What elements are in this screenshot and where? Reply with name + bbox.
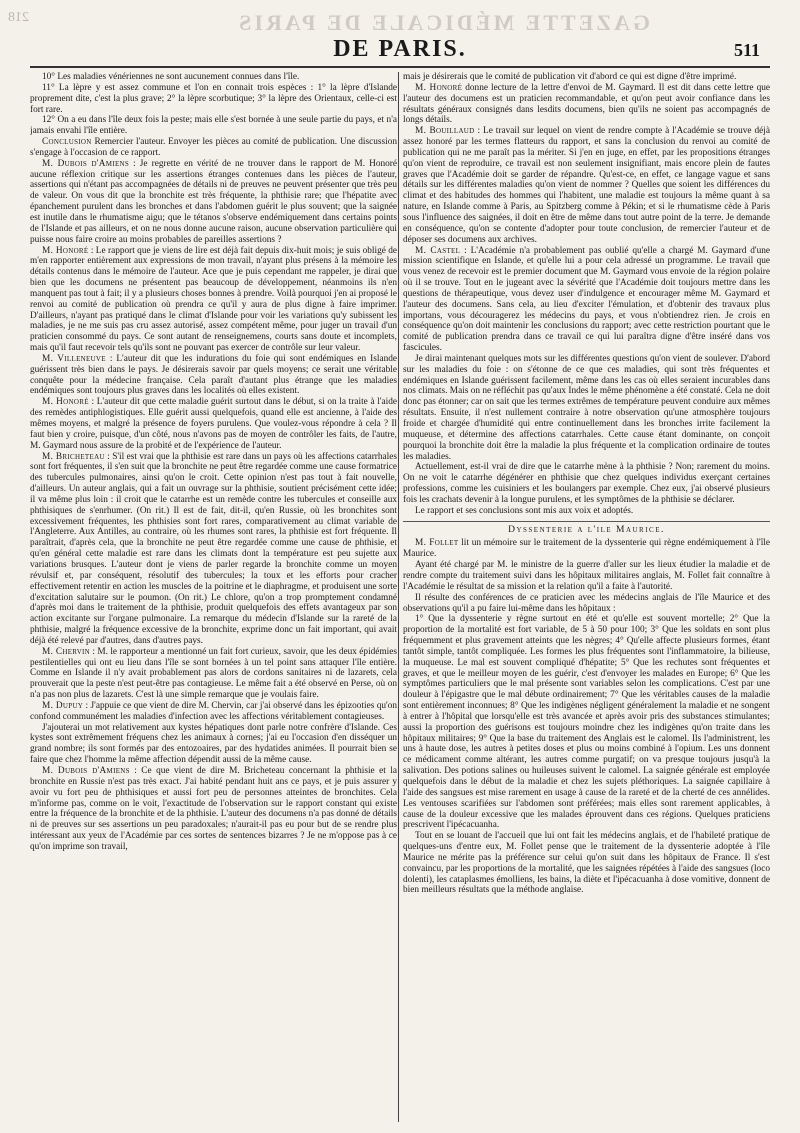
paragraph-text: 12° On a eu dans l'île deux fois la peste; mais elle s'est bornée à une seule partie du pays, et n'a jamais envahi l'île entière. — [30, 115, 397, 137]
paragraph-text: : Ce que vient de dire M. Bricheteau concernant la phthisie et la bronchite en Russie n'est pas très exact. J'ai habité pendant huit ans ce pays, et je puis assurer y avoir vu fort peu de phthisiques et aussi fort peu de personnes atteintes de bronchites. Cela m'informe pas, comme on le voit, l'exactitude de l'observation sur le rapport constant qui existe entre la fréquence de la bronchite et de la phthisie. L'auteur des documens n'a pas donné de détails ni de preuves sur ses assertions un peu paradoxales; n'aurait-il pas eu pour but de se rendre plus intéressant aux yeux de l'Académie par ces sortes de sentences bizarres ? Je ne m'oppose pas à ce qu'on imprime son travail, — [30, 766, 397, 852]
paragraph — [403, 560, 770, 593]
paragraph — [403, 246, 770, 354]
paragraph — [30, 452, 397, 647]
paragraph-text: : L'auteur dit que cette maladie guérit surtout dans le début, si on la traite à l'aide des remèdes antiphlogistiques. Elle guérit aussi quelquefois, quand elle est ancienne, à l'aide des mêmes moyens, et malgré la présence de foyers purulens. Que voulez-vous répondre à cela ? Il faut bien y croire, puisque, d'un côté, nous n'avons pas de moyen de contrôler les faits, de l'autre, M. Gaymard nous assure de la probité et de l'expérience de l'auteur. — [30, 397, 397, 451]
speaker-name: M. Dubois d'Amiens — [42, 766, 130, 776]
paragraph — [403, 614, 770, 831]
paragraph-text: lit un mémoire sur le traitement de la dyssenterie qui règne endémiquement à l'île Maurice. — [403, 538, 770, 560]
paragraph — [403, 354, 770, 462]
page-number: 511 — [733, 40, 760, 60]
bleed-through-number: 218 — [8, 10, 29, 25]
paragraph-text: : J'appuie ce que vient de dire M. Chervin, car j'ai observé dans les épizooties qu'on confond communément les maladies d'infection avec les affections véritablement contagieuses. — [30, 700, 397, 722]
paragraph-text: : S'il est vrai que la phthisie est rare dans un pays où les affections catarrhales sont fort fréquentes, il s'en suit que la bronchite ne peut être regardée comme une cause formatrice des tubercules pulmonaires, ainsi qu'on le croit. Cette opinion n'est pas tout à fait nouvelle, d'ailleurs. Un auteur anglais, qui a fait un ouvrage sur la phthisie, soutient précisément cette idée; il va même plus loin : il croit que le catarrhe est un remède contre les tubercules et conseille aux phthisiques de s'enrhumer. (On rit.) Il est de fait, dit-il, qu'en Russie, où les bronchites sont excessivement fréquentes, les phthisies sont fort rares, comparativement au climat variable de l'Angleterre. Aux Antilles, au contraire, où les rhumes sont rares, la phthisie est fort fréquente. Il paraîtrait, d'après cela, que la bronchite ne peut être regardée comme une cause de phthisie, et qu'en général cette maladie est rare dans les climats dont la température est peu sujette aux variations brusques. L'auteur dont je viens de parler regarde la bronchite comme un moyen révulsif et, par conséquent, résolutif des tubercules; la toux et les efforts pour cracher effectivement retentir en action les muscles de la poitrine et le diaphragme, et produisent une sorte d'excitation salutaire sur le poumon. (On rit.) Le chlore, qu'on a trop promptement condamné d'après moi dans le traitement de la phthisie, produit quelquefois des effets avantageux par son action excitante sur l'organe pulmonaire. La remarque du médecin d'Islande sur la rareté de la phthisie, malgré la fréquence excessive de la bronchite, exprime donc un fait important, qui avait déjà été relevé par d'autres, dans d'autres pays. — [30, 451, 397, 646]
page-header-title: DE PARIS. — [333, 36, 467, 62]
paragraph — [403, 83, 770, 126]
paragraph — [403, 72, 770, 83]
speaker-name: M. Villeneuve — [42, 353, 106, 364]
paragraph-text: J'ajouterai un mot relativement aux kystes hépatiques dont parle notre confrère d'Islande. Ces kystes sont extrêmement fréquens chez les animaux à cornes; j'ai eu l'occasion d'en disséquer un grand nombre; ils sont formés par des entozoaires, par des hydatides animées. Il pourrait bien se faire que chez l'homme la même affection dépendit aussi de la même cause. — [30, 722, 397, 766]
column-divider — [398, 72, 399, 1122]
paragraph-text: 10° Les maladies vénériennes ne sont aucunement connues dans l'île. — [42, 72, 300, 82]
left-column — [30, 72, 397, 1120]
paragraph — [30, 159, 397, 246]
paragraph-text: Tout en se louant de l'accueil que lui ont fait les médecins anglais, et de l'habileté pratique de quelques-uns d'entre eux, M. Follet pense que le traitement de la dyssenterie adoptée à l'île Maurice ne mérite pas la préférence sur celui qu'on suit dans les hôpitaux de France. Il s'est convaincu, par les proportions de la mortalité, que les saignées répétées à l'aide des sangsues (loco dolenti), les cataplasmes émolliens, les bains, la diète et l'ipécacuanha à dose vomitive, donnent de bien meilleurs résultats que la méthode anglaise. — [403, 831, 770, 896]
bleed-through-header: GAZETTE MÉDICALE DE PARIS — [236, 10, 650, 35]
paragraph-text: Il résulte des conférences de ce praticien avec les médecins anglais de l'île Maurice et des observations qu'il a pu faire lui-même dans les hôpitaux : — [403, 592, 770, 614]
paragraph — [30, 354, 397, 397]
paragraph-text: : L'auteur dit que les indurations du foie qui sont endémiques en Islande guérissent très bien dans le pays. Je désirerais savoir par quels moyens; ce serait une véritable conquête pour la médecine française. Cela paraît d'autant plus étrange que les maladies endémiques sont toujours plus graves dans les localités où elles existent. — [30, 353, 397, 397]
speaker-name: M. Dupuy — [42, 700, 84, 711]
paragraph — [30, 83, 397, 116]
paragraph-text: : Le travail sur lequel on vient de rendre compte à l'Académie se trouve déjà assez honoré par les termes flatteurs du rapport, et sans la conclusion du renvoi au comité de publication qui ne me paraît pas la mériter. Si j'en en juge, en effet, par les propositions étranges qu'on vient de reproduire, ce travail est non seulement insignifiant, mais encore plein de fautes graves que l'Académie doit se garder de répandre. Qu'est-ce, en effet, ce langage vague et sans détails sur les différentes maladies qu'on vient de nommer ? Quelles que soient les différences du climat et des habitudes des hommes qui l'habitent, une maladie est toujours la même quant à sa nature, en Islande comme à Paris, au Spitzberg comme à Pékin; et si le rhumatisme cède à Paris sous l'influence des saignées, il doit en être de même dans tout autre point de la terre. Je demande en conséquence, qu'on se contente d'adopter pour toute conclusion, de remercier l'auteur et de déposer ses documens aux archives. — [403, 126, 770, 245]
speaker-name: M. Honoré — [415, 82, 463, 93]
speaker-name: M. Chervin — [42, 646, 91, 657]
speaker-name: Conclusion — [42, 137, 92, 148]
paragraph-text: donne lecture de la lettre d'envoi de M. Gaymard. Il est dit dans cette lettre que l'auteur des documens est un praticien recommandable, et qu'on peut avoir confiance dans les résultats généraux consignés dans lesdits documens, bien qu'ils ne soient pas accompagnés de longs détails. — [403, 82, 770, 126]
speaker-name: M. Castel — [415, 245, 461, 256]
paragraph — [30, 766, 397, 853]
speaker-name: M. Honoré — [42, 245, 89, 256]
speaker-name: M. Bricheteau — [42, 451, 105, 462]
paragraph-text: Remercier l'auteur. Envoyer les pièces au comité de publication. Une discussion s'engage à l'occasion de ce rapport. — [30, 137, 397, 158]
paragraph — [403, 538, 770, 560]
paragraph — [30, 397, 397, 451]
paragraph — [30, 701, 397, 723]
paragraph-text: Je dirai maintenant quelques mots sur les différentes questions qu'on vient de soulever. D'abord sur les maladies du foie : on s'étonne de ce que ces maladies, qui sont très fréquentes et endémiques en Islande guérissent facilement, même dans les cas où elles seraient incurables dans nos climats. Mais on ne réfléchit pas qu'aux Indes le même phénomène a été constaté. Cela ne doit donc pas étonner; car on sait que les termes extrêmes de température peuvent conduire aux mêmes résultats. Ensuite, il n'est nullement contraire à notre observation qu'une atmosphère toujours froide et chargée d'humidité qui entre continuellement dans les bronches irrite facilement la muqueuse, et détermine des affections catarrhales. Cette cause étant dominante, on conçoit pourquoi la bronchite doit être la maladie la plus fréquente et la complication ordinaire de toutes les maladies. — [403, 353, 770, 462]
paragraph-text: : Je regrette en vérité de ne trouver dans le rapport de M. Honoré aucune réflexion critique sur les assertions étranges contenues dans les pièces de l'auteur, assertions qui n'étant pas accompagnées de détails ni de preuves ne peuvent présenter que très peu de valeur. On vous dit que la bronchite est très fréquente, la phthisie rare; que l'hépatite avec épanchement purulent dans les bronches et dans l'abdomen guérit le plus souvent; que la saignée est inutile dans le rhumatisme aigu; que le tétanos s'observe endémiquement dans certains points de l'Islande et pas ailleurs, et on ne nous donne aucune raison, aucune observation particulière qui puisse nous faire croire au moins probables de pareilles assertions ? — [30, 158, 397, 245]
paragraph — [30, 246, 397, 354]
paragraph-text: : Le rapport que je viens de lire est déjà fait depuis dix-huit mois; je suis obligé de m'en rapporter entièrement aux expressions de mon travail, n'ayant plus présens à la mémoire les détails contenus dans le mémoire de l'auteur. Ace que je puis cependant me rappeler, je dirai que bien que les documens ne présentent pas beaucoup de développement, néanmoins ils n'en manquent pas tout à fait; il y a plusieurs choses bonnes à prendre. Voilà pourquoi j'en ai proposé le renvoi au comité de publication où prendra ce qu'il y aura de plus digne à faire imprimer. D'ailleurs, n'ayant pas pratiqué dans le climat d'Islande pour voir les variations qu'y subissent les maladies, je ne me suis pas cru assez autorisé, assez compétent même, pour juger un travail d'un praticien consommé du pays. Ce sont autant de renseignemens, courts sans doute et incomplets, mais qu'il faut recevoir tels qu'ils sont ne pouvant pas exercer de contrôle sur leur valeur. — [30, 245, 397, 354]
paragraph — [30, 647, 397, 701]
paragraph — [30, 723, 397, 766]
paragraph-text: 11° La lèpre y est assez commune et l'on en connait trois espèces : 1° la lèpre d'Islande proprement dite, c'est la plus grave; 2° la lèpre scorbutique; 3° la lèpre des Orientaux, celle-ci est fort rare. — [30, 82, 397, 115]
paragraph — [403, 462, 770, 505]
header-rule — [30, 66, 770, 68]
paragraph — [403, 506, 770, 517]
speaker-name: M. Honoré — [42, 397, 89, 408]
section-heading: Dyssenterie a l'ile Maurice. — [403, 521, 770, 536]
paragraph — [403, 593, 770, 615]
paragraph-text: 1° Que la dyssenterie y règne surtout en été et qu'elle est souvent mortelle; 2° Que la proportion de la mortalité est fort variable, de 5 à 50 pour 100; 3° Que les soldats en sont plus fréquemment et plus gravement atteints que les nègres; 4° Qu'elle affecte plusieurs formes, étant tantôt simple, tantôt compliquée. Les formes les plus fréquentes sont l'inflammatoire, la bilieuse, la muqueuse. Le mal est souvent compliqué d'hépatite; 5° Que les rechutes sont fréquentes et graves, et que le meilleur moyen de les guérir, c'est d'envoyer les malades en Europe; 6° Que les symptômes particuliers que le mal présente sont variables selon les complications. C'est par une douleur à l'épigastre que le mal débute ordinairement; 7° Que les véritables causes de la maladie sont entièrement inconnues; 8° Que les indigènes négligent généralement la maladie et ne songent à entrer à l'hôpital que lorsqu'elle est très avancée et après avoir pris des substances stimulantes; aussi la proportion des guérisons est toujours moindre chez les indigènes qu'on traite dans les hôpitaux militaires; 9° Que la base du traitement des Anglais est le calomel. Ils l'administrent, les uns à haute dose, les autres à petites doses et plus ou moins combiné à l'opium. Les uns donnent ce médicament comme altérant, les autres comme purgatif; on va presque toujours jusqu'à la salivation. Des potions salines ou huileuses suivent le calomel. La saignée générale est employée quelquefois dans le début de la maladie et chez les sujets pléthoriques. La saignée capillaire à l'aide des sangsues est mise rarement en usage à cause de la rareté et de la cherté de ces annélides. Les ventouses scarifiées sur l'abdomen sont préférées; mais elles sont rarement applicables, à cause de la douleur excessive que les malades éprouvent dans ces régions. Quelques praticiens prescrivent l'ipécacuanha. — [403, 614, 770, 831]
speaker-name: M. Bouillaud — [415, 126, 475, 137]
paragraph-text: Actuellement, est-il vrai de dire que le catarrhe mène à la phthisie ? Non; rarement du moins. On ne voit le catarrhe dégénérer en phthisie que chez quelques individus exerçant certaines professions, comme les cuisiniers et les boulangers par exemple. Chez eux, j'ai observé plusieurs fois les crachats devenir à la longue purulens, et les symptômes de la phthisie se déclarer. — [403, 462, 770, 505]
paragraph — [30, 72, 397, 83]
paragraph — [403, 831, 770, 896]
speaker-name: M. Follet — [415, 538, 459, 549]
paragraph-text: Le rapport et ses conclusions sont mis aux voix et adoptés. — [415, 505, 634, 516]
paragraph-text: : L'Académie n'a probablement pas oublié qu'elle a chargé M. Gaymard d'une mission scientifique en Islande, et qu'elle lui a pour cela adressé un programme. Le travail que vous venez de recevoir est le premier document que M. Gaymard vous envoie de la région polaire où il se trouve. Tout en le jugeant avec la sévérité que l'Académie doit toujours mettre dans les questions de thérapeutique, vous devez user d'indulgence et encourager même M. Gaymard et l'auteur des documens. Sans cela, au lieu d'exciter l'émulation, et d'obtenir des travaux plus importans, vous découragerez les médecins du pays, et vous n'obtiendrez rien. Je crois en conséquence qu'on doit maintenir les conclusions du rapport; avec cette restriction pourtant que le comité de publication prendra dans ce travail ce qui lui paraîtra digne d'être inséré dans vos fascicules. — [403, 245, 770, 354]
paragraph-text: mais je désirerais que le comité de publication vit d'abord ce qui est digne d'être imprimé. — [403, 72, 737, 82]
paragraph — [403, 126, 770, 245]
paragraph-text: : M. le rapporteur a mentionné un fait fort curieux, savoir, que les deux épidémies pestilentielles qui ont eu lieu dans l'île se sont bornées à un tel point sans attaquer l'île entière. Comme en Islande il n'y avait probablement pas alors de cordons sanitaires ni de lazarets, cela prouverait que la peste n'est peut-être pas contagieuse. Le même fait a été observé en Perse, où on n'a pas non plus de lazarets. C'est là une simple remarque que je voulais faire. — [30, 646, 397, 701]
speaker-name: M. Dubois d'Amiens — [42, 158, 130, 169]
paragraph — [30, 115, 397, 137]
paragraph — [30, 137, 397, 159]
right-column — [403, 72, 770, 1120]
paragraph-text: Ayant été chargé par M. le ministre de la guerre d'aller sur les lieux étudier la maladie et de rendre compte du traitement suivi dans les hôpitaux militaires anglais, M. Follet fait connaître à l'Académie le résultat de sa mission et la relation qu'il a faite à l'autorité. — [403, 560, 770, 592]
